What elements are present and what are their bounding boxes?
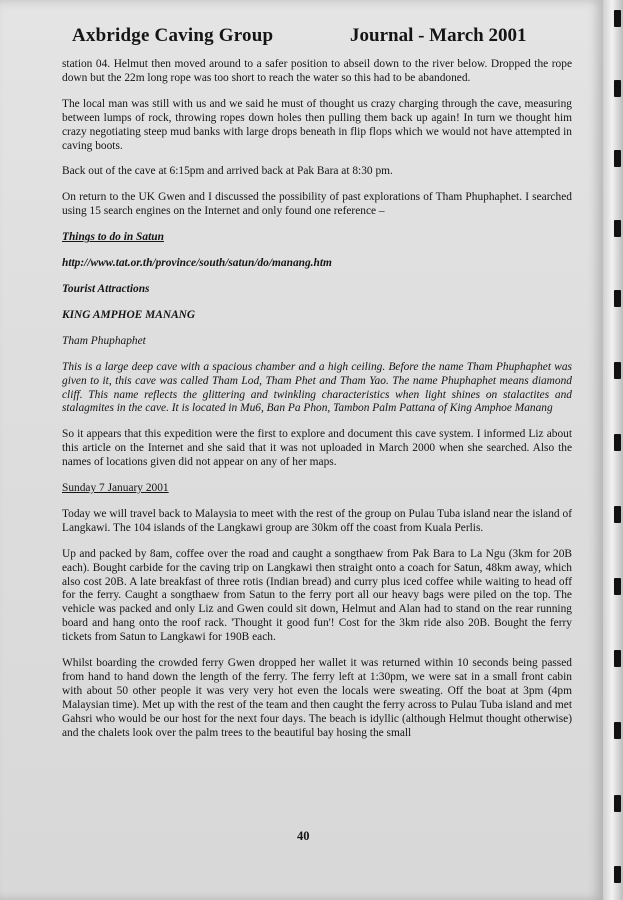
binding-ring xyxy=(614,578,621,595)
section-heading-things-to-do: Things to do in Satun xyxy=(62,231,164,244)
binding-ring xyxy=(614,506,621,523)
binding-ring xyxy=(614,80,621,97)
journal-title: Journal - March 2001 xyxy=(350,25,527,46)
reference-url: http://www.tat.or.th/province/south/satun/do/manang.htm xyxy=(62,257,332,270)
page-number: 40 xyxy=(297,829,310,843)
page-content xyxy=(62,58,572,753)
paragraph: So it appears that this expedition were the first to explore and document this cave system. I informed Liz about this article on the Internet and she said that it was not uploaded in March 2000 when she searched. Also the names of locations given did not appear on any of her maps. xyxy=(62,428,572,469)
binding-ring xyxy=(614,10,621,27)
paragraph: On return to the UK Gwen and I discussed the possibility of past explorations of Tham Phuphaphet. I searched using 15 search engines on the Internet and only found one reference – xyxy=(62,191,572,218)
binding-ring xyxy=(614,722,621,739)
cave-name-heading: Tham Phuphaphet xyxy=(62,334,146,347)
paragraph: Back out of the cave at 6:15pm and arrived back at Pak Bara at 8:30 pm. xyxy=(62,165,393,178)
king-amphoe-heading: KING AMPHOE MANANG xyxy=(62,308,196,321)
paragraph: station 04. Helmut then moved around to a safer position to abseil down to the river below. Dropped the rope down but the 22m long rope was too short to reach the water so this had to be abandoned. xyxy=(62,58,572,84)
paragraph: Up and packed by 8am, coffee over the road and caught a songthaew from Pak Bara to La Ngu (3km for 20B each). Bought carbide for the caving trip on Langkawi then straight onto a coach for Satun, 48km away, which also cost 20B. A late breakfast of three rotis (Indian bread) and curry plus iced coffee while waiting to head off for the ferry. Caught a songthaew from Satun to the ferry port all our heavy bags were piled on the top. The vehicle was packed and only Liz and Gwen could sit down, Helmut and Alan had to stand on the rear running board and hang onto the roof rack. 'Thought it good fun'! Cost for the 3km ride also 20B. Bought the ferry tickets from Satun to Langkawi for 190B each. xyxy=(62,547,572,644)
binding-ring xyxy=(614,362,621,379)
paragraph: Whilst boarding the crowded ferry Gwen dropped her wallet it was returned within 10 seconds being passed from hand to hand down the length of the ferry. The ferry left at 1:30pm, we were sat in a small front cabin with about 50 other people it was very very hot even the locals were sweating. Off the boat at 3pm (4pm Malaysian time). Met up with the rest of the team and then caught the ferry across to Pulau Tuba island and met Gahsri who would be our host for the next four days. The beach is idyllic (although Helmut thought otherwise) and the chalets look over the palm trees to the beautiful bay hosing the small xyxy=(62,657,572,739)
page-header xyxy=(72,25,572,55)
spiral-binding xyxy=(603,0,623,900)
tourist-attractions-heading: Tourist Attractions xyxy=(62,282,150,295)
quoted-description: This is a large deep cave with a spacious chamber and a high ceiling. Before the name Tham Phuphaphet was given to it, this cave was called Tham Lod, Tham Phet and Tham Yao. The name Phuphaphet means diamond cliff. This name reflects the glittering and twinkling characteristics when light shines on stalactites and stalagmites in the cave. It is located in Mu6, Ban Pa Phon, Tambon Palm Pattana of King Amphoe Manang xyxy=(62,360,572,415)
binding-ring xyxy=(614,650,621,667)
paragraph: Today we will travel back to Malaysia to meet with the rest of the group on Pulau Tuba island near the island of Langkawi. The 104 islands of the Langkawi group are 30km off the coast from Kuala Perlis. xyxy=(62,507,572,534)
binding-ring xyxy=(614,866,621,883)
binding-ring xyxy=(614,290,621,307)
binding-ring xyxy=(614,220,621,237)
paragraph: The local man was still with us and we said he must of thought us crazy charging through the cave, measuring between lumps of rock, throwing ropes down holes then pulling them back up again! In turn we thought him crazy negotiating steep mud banks with large drops beneath in flip flops which we would not have attempted in caving boots. xyxy=(62,97,572,152)
binding-ring xyxy=(614,150,621,167)
binding-ring xyxy=(614,795,621,812)
binding-ring xyxy=(614,434,621,451)
date-heading: Sunday 7 January 2001 xyxy=(62,482,169,495)
group-name: Axbridge Caving Group xyxy=(72,25,274,46)
